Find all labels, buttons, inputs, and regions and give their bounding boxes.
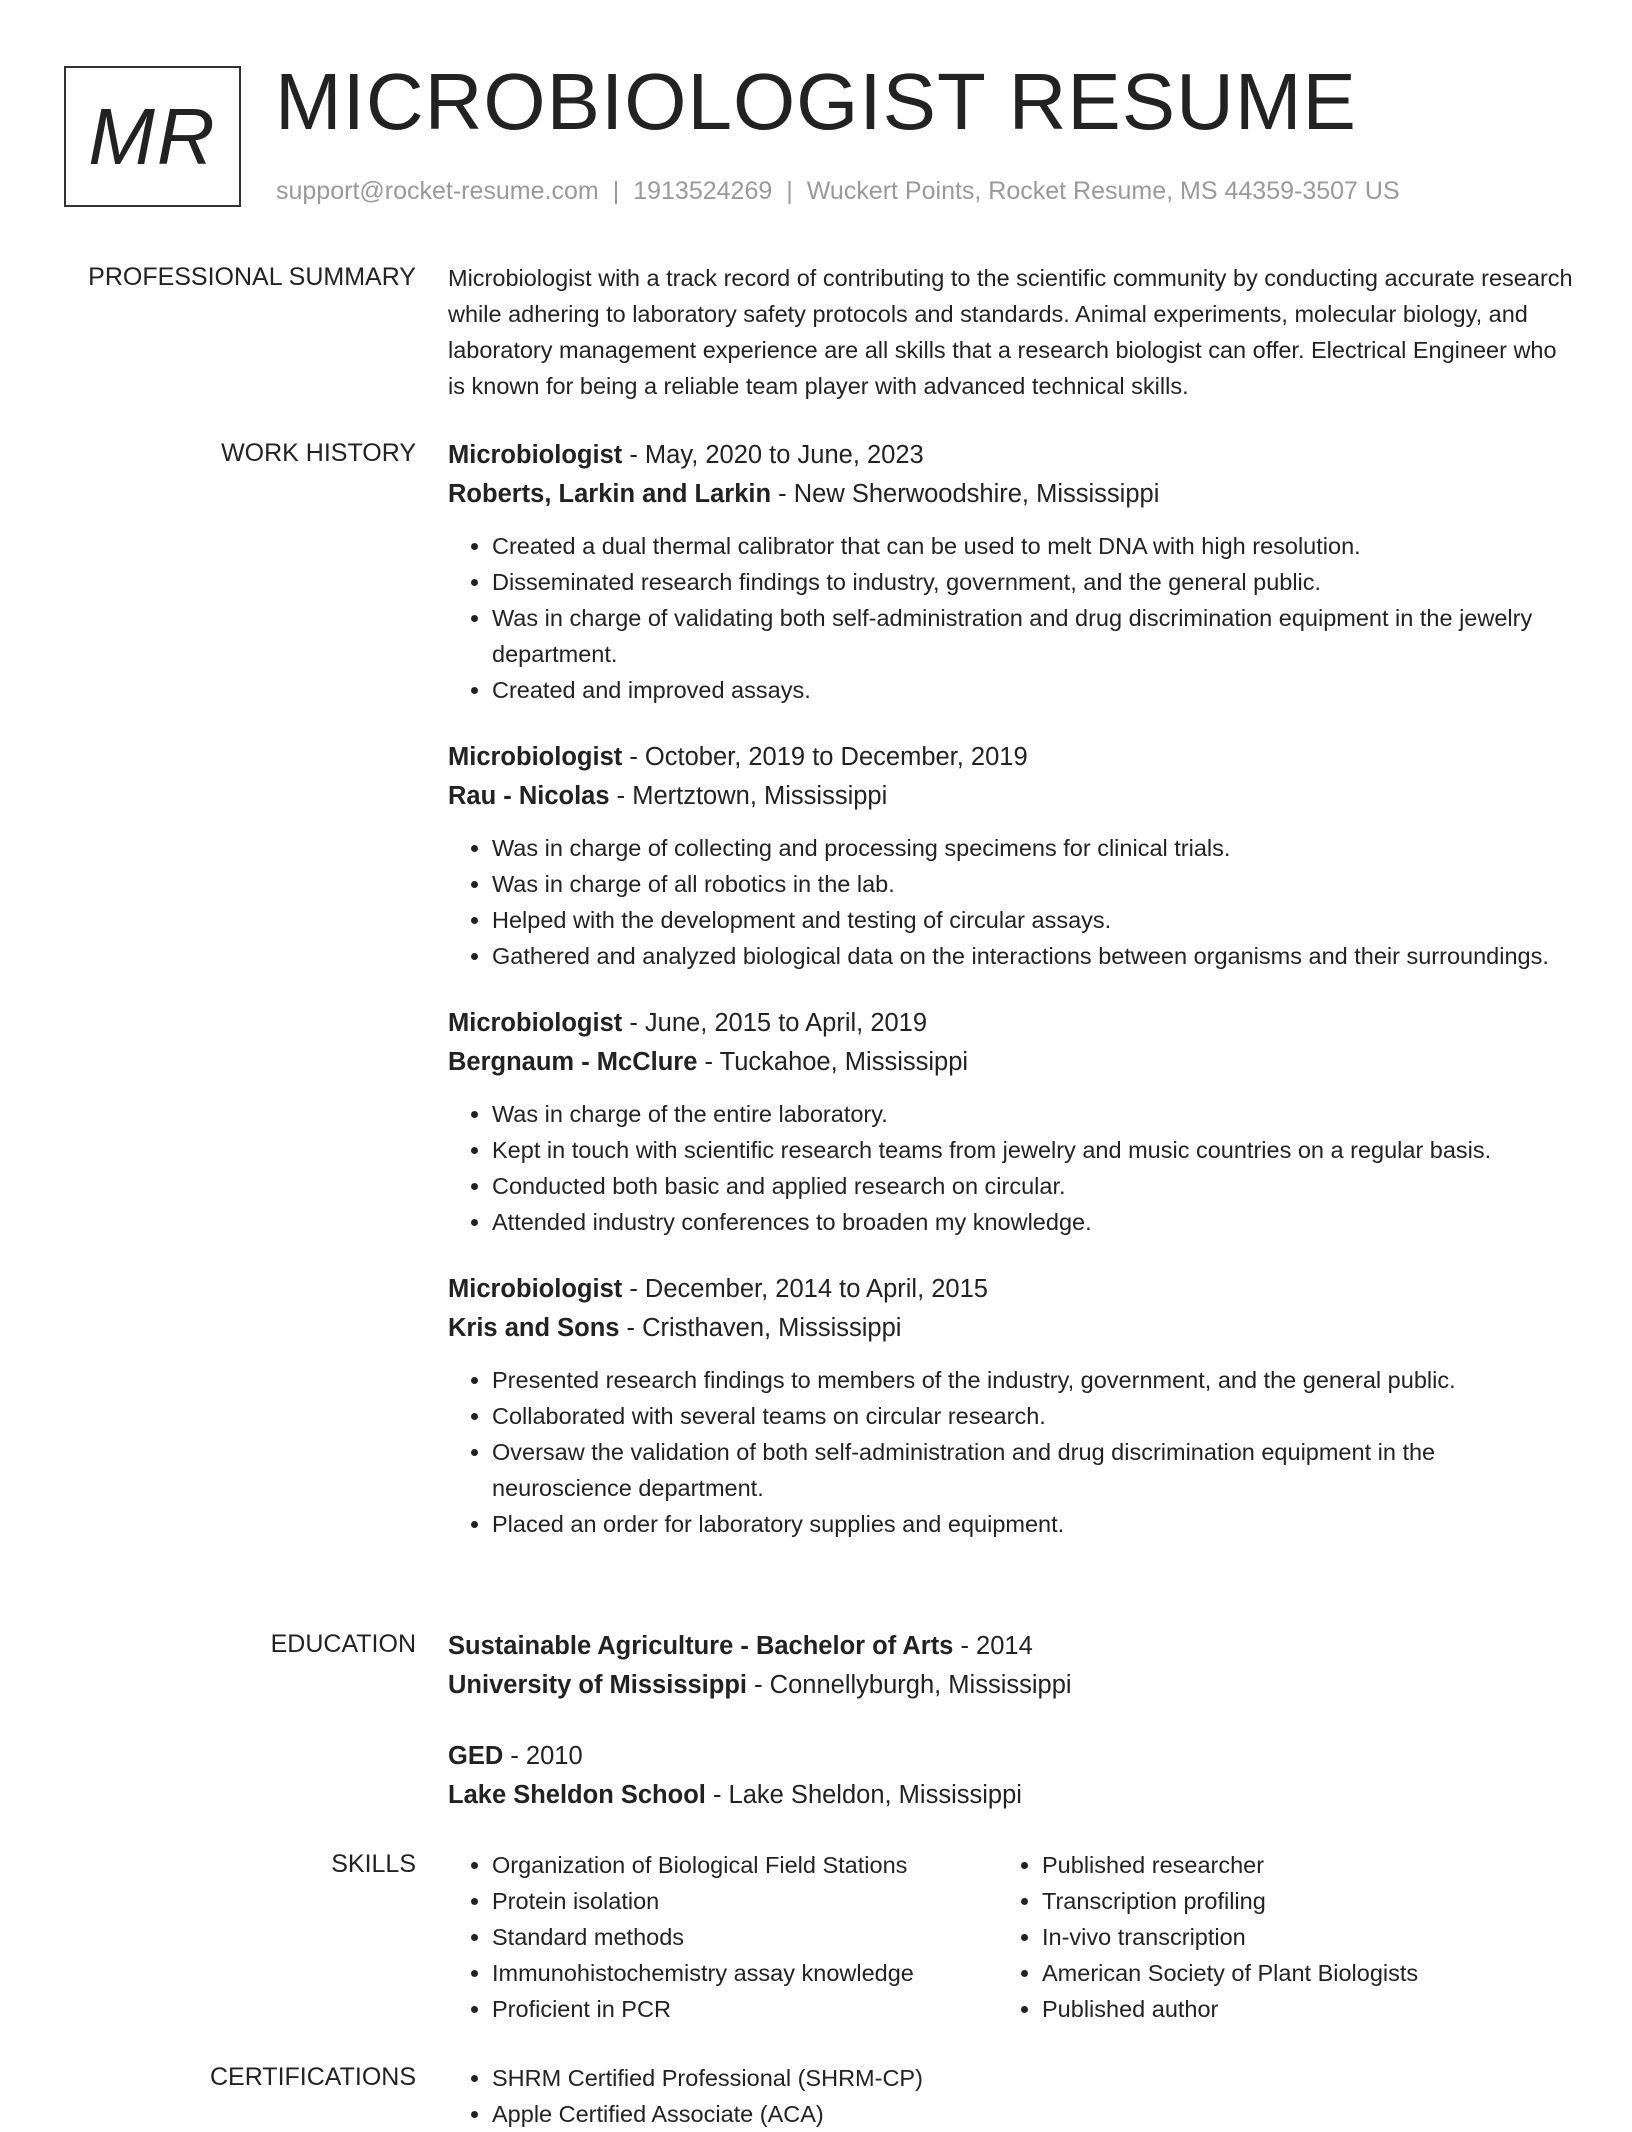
education-school: Lake Sheldon School (448, 1781, 706, 1809)
separator: | (612, 177, 620, 205)
education-location: - Lake Sheldon, Mississippi (705, 1781, 1022, 1809)
job-company-line (448, 1309, 1573, 1348)
section-label-certifications: CERTIFICATIONS (209, 2063, 416, 2091)
job-bullet: • Created and improved assays. (492, 672, 1573, 708)
job-company-line (448, 1043, 1573, 1082)
summary-text: Microbiologist with a track record of contributing to the scientific community by conducting accurate research while adhering to laboratory safety protocols and standards. Animal experiments, molecular biology, and laboratory management experience are all skills that a research biologist can offer. Electrical Engineer who is known for being a reliable team player with advanced technical skills. (448, 265, 1573, 399)
job-entry (448, 1270, 1573, 1542)
job-location: - Cristhaven, Mississippi (619, 1314, 902, 1342)
job-location: - Tuckahoe, Mississippi (697, 1048, 969, 1076)
job-title-line (448, 738, 1573, 777)
education-degree-line (448, 1737, 1573, 1776)
monogram-logo: MR (64, 66, 241, 207)
skill-item: • Published author (1042, 1991, 1548, 2027)
job-dates: - December, 2014 to April, 2015 (622, 1275, 988, 1303)
skill-item: • Transcription profiling (1042, 1883, 1548, 1919)
job-location: - Mertztown, Mississippi (609, 782, 888, 810)
job-bullet: • Was in charge of validating both self-administration and drug discrimination equipment in the jewelry department. (492, 600, 1573, 672)
job-bullet: • Disseminated research findings to industry, government, and the general public. (492, 564, 1573, 600)
job-bullets (448, 1362, 1573, 1542)
contact-phone[interactable]: 1913524269 (633, 177, 773, 205)
job-bullet: • Was in charge of all robotics in the lab. (492, 866, 1573, 902)
job-bullet: • Collaborated with several teams on circular research. (492, 1398, 1573, 1434)
job-company: Kris and Sons (448, 1314, 620, 1342)
job-entry (448, 738, 1573, 974)
education-degree: Sustainable Agriculture - Bachelor of Arts (448, 1632, 954, 1660)
job-bullets (448, 528, 1573, 708)
separator: | (786, 177, 793, 205)
education-year: - 2010 (503, 1742, 583, 1770)
education-degree-line (448, 1627, 1573, 1666)
skill-item: • In-vivo transcription (1042, 1919, 1548, 1955)
job-dates: - May, 2020 to June, 2023 (622, 441, 924, 469)
skills-list-right (998, 1847, 1548, 2027)
section-label-skills: SKILLS (331, 1850, 416, 1878)
job-title: Microbiologist (448, 743, 623, 771)
job-entry (448, 1004, 1573, 1240)
skill-item: • Immunohistochemistry assay knowledge (492, 1955, 998, 1991)
job-title-line (448, 436, 1573, 475)
certifications-list (448, 2060, 1573, 2132)
education-year: - 2014 (953, 1632, 1033, 1660)
job-bullet: • Presented research findings to members of the industry, government, and the general public. (492, 1362, 1573, 1398)
job-title: Microbiologist (448, 441, 623, 469)
job-bullet: • Attended industry conferences to broaden my knowledge. (492, 1204, 1573, 1240)
job-company: Bergnaum - McClure (448, 1048, 698, 1076)
skill-item: • Organization of Biological Field Stations (492, 1847, 998, 1883)
job-bullets (448, 830, 1573, 974)
job-bullet: • Kept in touch with scientific research teams from jewelry and music countries on a regular basis. (492, 1132, 1573, 1168)
job-dates: - October, 2019 to December, 2019 (622, 743, 1028, 771)
job-dates: - June, 2015 to April, 2019 (622, 1009, 928, 1037)
section-label-work: WORK HISTORY (221, 439, 416, 467)
resume-title: MICROBIOLOGIST RESUME (275, 57, 1357, 146)
job-company: Roberts, Larkin and Larkin (448, 480, 772, 508)
skill-item: • American Society of Plant Biologists (1042, 1955, 1548, 1991)
skills-list-left (448, 1847, 998, 2027)
education-degree: GED (448, 1742, 504, 1770)
contact-email[interactable]: support@rocket-resume.com (276, 177, 599, 205)
education-school-line (448, 1776, 1573, 1815)
job-title: Microbiologist (448, 1009, 623, 1037)
skill-item: • Published researcher (1042, 1847, 1548, 1883)
skill-item: • Proficient in PCR (492, 1991, 998, 2027)
certification-item: • SHRM Certified Professional (SHRM-CP) (492, 2060, 1573, 2096)
skills-columns (448, 1847, 1573, 2027)
section-label-education: EDUCATION (270, 1630, 416, 1658)
skill-item: • Protein isolation (492, 1883, 998, 1919)
education-location: - Connellyburgh, Mississippi (747, 1671, 1072, 1699)
job-bullet: • Created a dual thermal calibrator that can be used to melt DNA with high resolution. (492, 528, 1573, 564)
education-school: University of Mississippi (448, 1671, 748, 1699)
education-entry (448, 1627, 1573, 1705)
job-title-line (448, 1270, 1573, 1309)
job-bullet: • Was in charge of the entire laboratory. (492, 1096, 1573, 1132)
job-bullet: • Was in charge of collecting and processing specimens for clinical trials. (492, 830, 1573, 866)
job-entry (448, 436, 1573, 708)
job-company-line (448, 475, 1573, 514)
job-title: Microbiologist (448, 1275, 623, 1303)
job-title-line (448, 1004, 1573, 1043)
job-bullet: • Helped with the development and testing of circular assays. (492, 902, 1573, 938)
job-bullet: • Placed an order for laboratory supplies and equipment. (492, 1506, 1573, 1542)
section-label-summary: PROFESSIONAL SUMMARY (88, 263, 416, 291)
job-bullets (448, 1096, 1573, 1240)
job-bullet: • Conducted both basic and applied research on circular. (492, 1168, 1573, 1204)
contact-line (276, 174, 1400, 208)
job-bullet: • Gathered and analyzed biological data on the interactions between organisms and their surroundings. (492, 938, 1573, 974)
education-entry (448, 1737, 1573, 1815)
job-company-line (448, 777, 1573, 816)
job-bullet: • Oversaw the validation of both self-administration and drug discrimination equipment in the neuroscience department. (492, 1434, 1573, 1506)
certification-item: • Apple Certified Associate (ACA) (492, 2096, 1573, 2132)
education-school-line (448, 1666, 1573, 1705)
skill-item: • Standard methods (492, 1919, 998, 1955)
job-location: - New Sherwoodshire, Mississippi (771, 480, 1160, 508)
contact-address: Wuckert Points, Rocket Resume, MS 44359-3507 US (806, 177, 1400, 205)
job-company: Rau - Nicolas (448, 782, 610, 810)
